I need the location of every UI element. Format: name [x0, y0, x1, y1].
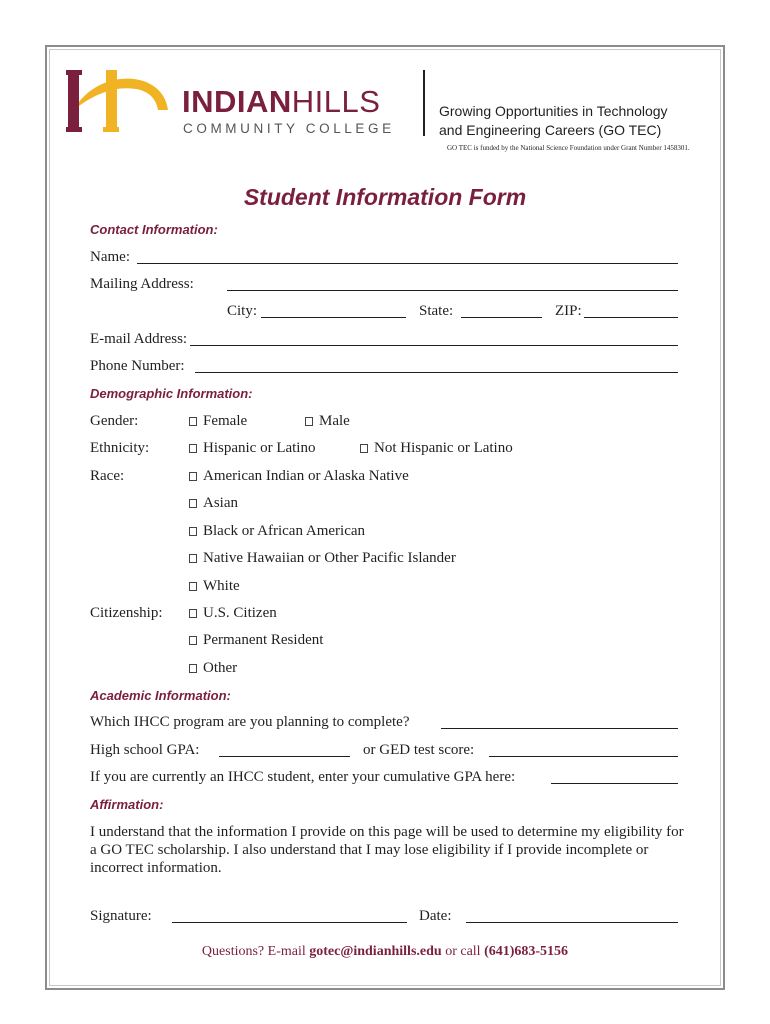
citizenship-us-checkbox[interactable]	[189, 609, 197, 618]
affirmation-heading: Affirmation:	[90, 797, 164, 812]
citizenship-permanent-label: Permanent Resident	[203, 632, 324, 648]
gender-female-checkbox[interactable]	[189, 417, 197, 426]
email-field[interactable]	[190, 345, 678, 346]
race-pacific-islander-label: Native Hawaiian or Other Pacific Islander	[203, 550, 456, 566]
contact-heading: Contact Information:	[90, 222, 218, 237]
academic-heading: Academic Information:	[90, 688, 231, 703]
state-label: State:	[419, 303, 454, 319]
phone-field[interactable]	[195, 372, 678, 373]
ged-field[interactable]	[489, 756, 678, 757]
indian-hills-logo-icon	[66, 66, 170, 134]
ged-label: or GED test score:	[363, 742, 475, 758]
gender-label: Gender:	[90, 413, 139, 429]
college-subtitle: COMMUNITY COLLEGE	[183, 121, 395, 136]
affirmation-text: I understand that the information I provide on this page will be used to determine my eligibility for a GO TEC scholarship. I also understand that I may lose eligibility if I provide incomplete or incorrect information.	[90, 824, 684, 876]
race-black-label: Black or African American	[203, 523, 366, 539]
gender-female-label: Female	[203, 413, 248, 429]
race-american-indian-label: American Indian or Alaska Native	[203, 468, 409, 484]
race-asian-label: Asian	[203, 495, 238, 511]
gender-male-label: Male	[319, 413, 350, 429]
cumulative-gpa-label: If you are currently an IHCC student, enter your cumulative GPA here:	[90, 769, 516, 785]
race-black-checkbox[interactable]	[189, 527, 197, 536]
tagline-line-2: and Engineering Careers (GO TEC)	[439, 122, 662, 138]
email-label: E-mail Address:	[90, 331, 188, 347]
ethnicity-not-hispanic-label: Not Hispanic or Latino	[374, 440, 513, 456]
race-american-indian-checkbox[interactable]	[189, 472, 197, 481]
race-asian-checkbox[interactable]	[189, 499, 197, 508]
name-label: Name:	[90, 249, 130, 265]
demographic-heading: Demographic Information:	[90, 386, 253, 401]
signature-label: Signature:	[90, 908, 152, 924]
footer-email-link[interactable]: gotec@indianhills.edu	[309, 944, 442, 959]
signature-field[interactable]	[172, 922, 407, 923]
mailing-address-field[interactable]	[227, 290, 678, 291]
ethnicity-label: Ethnicity:	[90, 440, 150, 456]
date-label: Date:	[419, 908, 452, 924]
citizenship-other-checkbox[interactable]	[189, 664, 197, 673]
citizenship-other-label: Other	[203, 660, 238, 676]
footer-prefix: Questions? E-mail	[201, 944, 306, 959]
gender-male-checkbox[interactable]	[305, 417, 313, 426]
contact-footer	[0, 944, 770, 960]
race-white-label: White	[203, 578, 240, 594]
mailing-address-label: Mailing Address:	[90, 276, 194, 292]
date-field[interactable]	[466, 922, 678, 923]
grant-note: GO TEC is funded by the National Science Foundation under Grant Number 1458301.	[447, 144, 690, 152]
race-pacific-islander-checkbox[interactable]	[189, 554, 197, 563]
page-title: Student Information Form	[243, 184, 527, 210]
cumulative-gpa-field[interactable]	[551, 783, 678, 784]
citizenship-label: Citizenship:	[90, 605, 163, 621]
header-divider	[423, 70, 425, 136]
citizenship-permanent-checkbox[interactable]	[189, 636, 197, 645]
ethnicity-hispanic-checkbox[interactable]	[189, 444, 197, 453]
race-label: Race:	[90, 468, 125, 484]
citizenship-us-label: U.S. Citizen	[203, 605, 277, 621]
phone-label: Phone Number:	[90, 358, 185, 374]
program-label: Which IHCC program are you planning to complete?	[90, 714, 410, 730]
city-field[interactable]	[261, 317, 406, 318]
program-field[interactable]	[441, 728, 678, 729]
name-field[interactable]	[137, 263, 678, 264]
footer-phone: (641)683-5156	[484, 944, 569, 959]
city-label: City:	[227, 303, 258, 319]
ethnicity-not-hispanic-checkbox[interactable]	[360, 444, 368, 453]
state-field[interactable]	[461, 317, 542, 318]
ethnicity-hispanic-label: Hispanic or Latino	[203, 440, 316, 456]
college-name: INDIANHILLS	[182, 84, 381, 119]
race-white-checkbox[interactable]	[189, 582, 197, 591]
gpa-field[interactable]	[219, 756, 350, 757]
tagline-line-1: Growing Opportunities in Technology	[439, 103, 668, 119]
gpa-label: High school GPA:	[90, 742, 200, 758]
footer-middle: or call	[445, 944, 481, 959]
program-tagline	[439, 102, 719, 140]
zip-field[interactable]	[584, 317, 678, 318]
zip-label: ZIP:	[555, 303, 582, 319]
